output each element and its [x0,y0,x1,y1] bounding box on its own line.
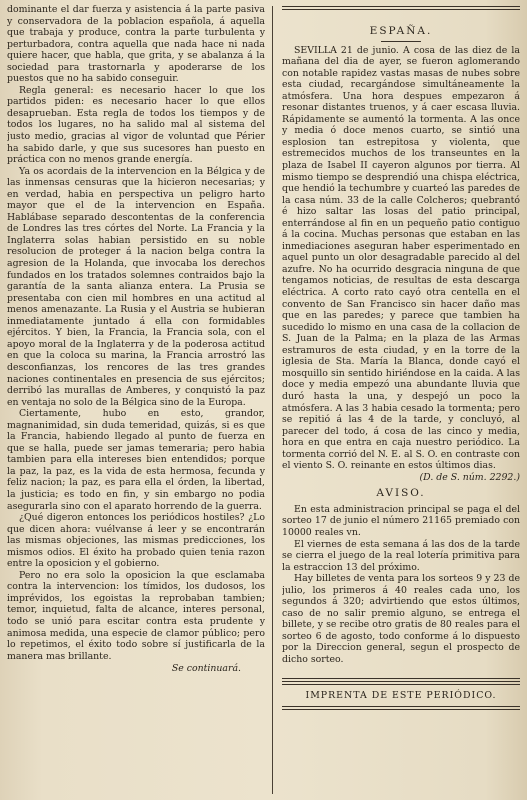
article-paragraph: Pero no era solo la oposicion la que esclamaba contra la intervencion: los tímidos, los dudosos, los imprévidos, los egoistas la reprobaban tambien; temor, inquietud, falta de alcance, interes personal, todo se unió para escitar contra esta prudente y animosa medida, una especie de clamor público; pero lo repetimos, el éxito todo sobre sí justificarla de la manera mas brillante. [7,569,265,662]
left-column [7,4,265,796]
article-paragraph: dominante el dar fuerza y asistencia á la parte pasiva y conservadora de la poblacion española, á aquella que trabaja y produce, contra la parte turbulenta y perturbadora, contra aquella que nada hace ni nada quiere hacer, que habla, que grita, y se abalanza á la sociedad para trastornarla y apoderarse de los puestos que no ha sabido conseguir. [7,4,265,85]
source-line [282,472,520,484]
aviso-paragraph: El viernes de esta semana á las dos de la tarde se cierra el juego de la real lotería primitiva para la estraccion 13 del próximo. [282,538,520,573]
double-rule [282,706,520,710]
article-paragraph: Regla general: es necesario hacer lo que los partidos piden: es necesario hacer lo que ellos desaprueban. Esta regla de todos los tiempos y de todos los lugares, no ha salido mal al sistema del justo medio, gracias al vigor de voluntad que Périer ha sabido darle, y que sus sucesores han puesto en práctica con no menos grande energía. [7,84,265,166]
article-paragraph: Ciertamente, hubo en esto, grandor, magnanimidad, sin duda temeridad, quizás, si es que la Francia, habiendo llegado al punto de fuerza en que se halla, puede ser jamas temeraria; pero habia tambien para ella intereses bien entendidos; porque la paz, la paz, es la vida de esta hermosa, fecunda y feliz nacion; la paz, es para ella el órden, la libertad, la justicia; es todo en fin, y sin embargo no podia asegurarla sino con el aparato horrendo de la guerra. [7,408,265,512]
article-paragraph: ¿Qué digeron entonces los periódicos hostiles? ¿Lo que dicen ahora: vuélvanse á leer y se encontrarán las mismas objeciones, las mismas predicciones, los mismos odios. El éxito ha probado quien tenia razon entre la oposicion y el gobierno. [7,512,265,570]
rule [282,678,520,679]
double-rule [282,6,520,10]
aviso-title: AVISO. [376,487,426,500]
imprint: IMPRENTA DE ESTE PERIÓDICO. [305,689,497,701]
double-rule [282,681,520,685]
source-citation: (D. de S. núm. 2292.) [419,471,520,483]
section-title: ESPAÑA. [369,25,433,37]
continued-note: Se continuará. [171,663,241,675]
column-divider [272,6,273,794]
aviso-paragraph: Hay billetes de venta para los sorteos 9 y 23 de julio, los primeros á 40 reales cada uno, los segundos á 320; advirtiendo que estos últimos, caso de no salir premio alguno, se entrega el billete, y se recibe otro gratis de 80 reales para el sorteo 6 de agosto, todo conforme á lo dispuesto por la Direccion general, segun el prospecto de dicho sorteo. [282,573,520,665]
right-column [282,4,520,796]
title-underline [381,41,421,42]
article-paragraph: Ya os acordais de la intervencion en la Bélgica y de las inmensas censuras que la hicieron necesarias; y en verdad, habia en perspectiva un peligro harto mayor que el de la intervencion en España. Hablábase separado descontentas de la conferencia de Londres las tres córtes del Norte. La Francia y la Inglaterra solas habian persistido en su noble resolucion de proteger á la nacion belga contra la agresion de la Holanda, que invocaba los derechos fundados en los tratados solemnes contraidos bajo la garantía de la santa alianza entera. La Prusia se presentaba con cien mil hombres en una actitud al menos amenazante. La Rusia y el Austria se hubieran inmediatamente juntado á ella con formidables ejércitos. Y bien, la Francia, la Francia sola, con el apoyo moral de la Inglaterra y de la poderosa actitud en que la coloca su marina, la Francia arrostró las desconfianzas, los rencores de las tres grandes naciones continentales en presencia de sus ejércitos; derribó las murallas de Amberes, y conquistó la paz en ventaja no solo de la Bélgica sino de la Europa. [7,165,265,408]
aviso-paragraph: En esta administracion principal se paga el del sorteo 17 de junio el número 21165 premiado con 10000 reales vn. [282,503,520,538]
news-paragraph: SEVILLA 21 de junio. A cosa de las diez de la mañana del dia de ayer, se fueron aglomerando con notable rapidez vastas masas de nubes sobre esta ciudad, recargándose simultáneamente la atmósfera. Una hora despues empezaron á resonar distantes truenos, y á caer escasa lluvia. Rápidamente se aumentó la tormenta. A las once y media ó doce menos cuarto, se sintió una esplosion tan estrepitosa y violenta, que estremecidos muchos de los transeuntes en la plaza de Isabel II cayeron algunos por tierra. Al mismo tiempo se desprendió una chispa eléctrica, que hendió la techumbre y cuarteó las paredes de la casa núm. 33 de la calle Colcheros; quebrantó é hizo saltar las losas del patio principal, enterrándose al fin en un pequeño patio contiguo á la cocina. Muchas personas que estaban en las inmediaciones aseguran haber esperimentado en aquel punto un olor desagradable parecido al del azufre. No ha ocurrido desgracia ninguna de que tengamos noticias, de resultas de esta descarga eléctrica. A corto rato cayó otra centella en el convento de San Francisco sin hacer daño mas que en las paredes; y parece que tambien ha sucedido lo mismo en una casa de la collacion de S. Juan de la Palma; en la plaza de las Armas estramuros de esta ciudad, y en la torre de la iglesia de Sta. María la Blanca, donde cayó el mosquillo sin sentido hiriéndose en la caida. A las doce y media empezó una abundante lluvia que duró hasta la una, y despejó un poco la atmósfera. A las 3 habia cesado la tormenta; pero se repitió á las 4 de la tarde, y concluyó, al parecer del todo, á cosa de las cinco y media, hora en que entra en caja nuestro periódico. La tormenta corrió del N. E. al S. O. en contraste con el viento S. O. reinante en estos últimos dias. [282,44,520,472]
